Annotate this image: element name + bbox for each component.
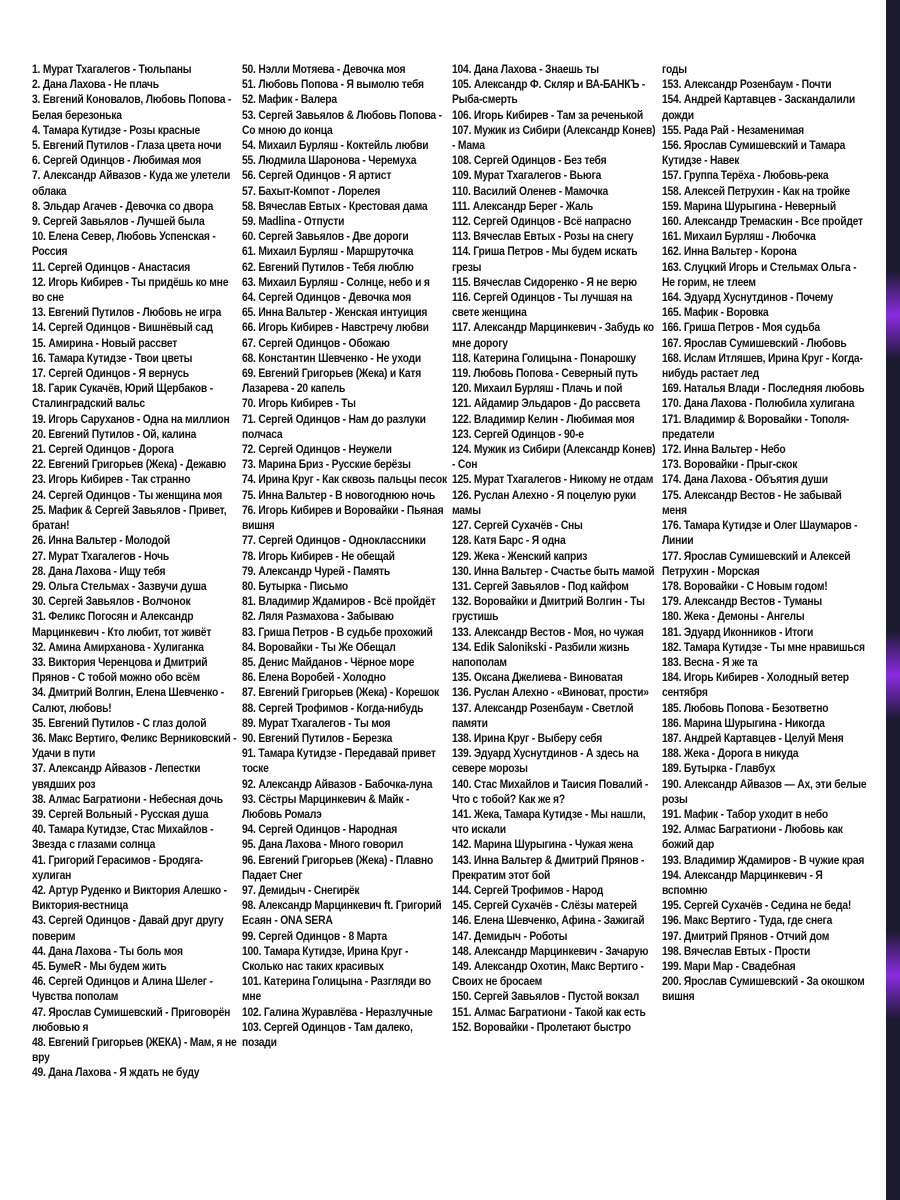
track-entry: 185. Любовь Попова - Безответно: [662, 700, 829, 715]
track-entry: 143. Инна Вальтер & Дмитрий Прянов - Прекратим этот бой: [452, 852, 645, 882]
track-entry: 164. Эдуард Хуснутдинов - Почему: [662, 290, 834, 305]
track-entry: 105. Александр Ф. Скляр и ВА-БАНКЪ - Рыба-смерть: [452, 77, 646, 107]
track-entry: 55. Людмила Шаронова - Черемуха: [242, 153, 417, 168]
track-entry: 1. Мурат Тхагалегов - Тюльпаны: [32, 62, 192, 76]
track-entry: 194. Александр Марцинкевич - Я вспомню: [662, 867, 823, 897]
track-entry: 135. Оксана Джелиева - Виноватая: [452, 670, 623, 685]
track-entry: 144. Сергей Трофимов - Народ: [452, 882, 604, 897]
track-entry: 63. Михаил Бурляш - Солнце, небо и я: [242, 274, 430, 289]
track-entry: 116. Сергей Одинцов - Ты лучшая на свете женщина: [452, 290, 633, 320]
track-entry: 50. Нэлли Мотяева - Девочка моя: [242, 62, 406, 76]
track-entry: 10. Елена Север, Любовь Успенская - Россия: [32, 229, 216, 259]
track-entry: 43. Сергей Одинцов - Давай друг другу поверим: [32, 913, 224, 943]
track-entry: 190. Александр Айвазов — Ах, эти белые розы: [662, 776, 867, 806]
track-entry: 139. Эдуард Хуснутдинов - А здесь на севере морозы: [452, 746, 639, 776]
track-entry: 100. Тамара Кутидзе, Ирина Круг - Сколько нас таких красивых: [242, 943, 409, 973]
track-entry: 170. Дана Лахова - Полюбила хулигана: [662, 396, 855, 411]
track-entry: 134. Edik Salonikski - Разбили жизнь напополам: [452, 639, 630, 669]
track-entry: 28. Дана Лахова - Ищу тебя: [32, 563, 166, 578]
track-entry: 65. Инна Вальтер - Женская интуиция: [242, 305, 428, 320]
track-entry: 56. Сергей Одинцов - Я артист: [242, 168, 392, 183]
track-entry: 5. Евгений Путилов - Глаза цвета ночи: [32, 138, 222, 153]
track-entry: 154. Андрей Картавцев - Заскандалили дожди: [662, 92, 855, 122]
track-entry: 180. Жека - Демоны - Ангелы: [662, 609, 805, 624]
track-entry: 159. Марина Шурыгина - Неверный: [662, 198, 836, 213]
track-entry: 96. Евгений Григорьев (Жека) - Плавно Падает Снег: [242, 852, 434, 882]
track-entry: 14. Сергей Одинцов - Вишнёвый сад: [32, 320, 213, 335]
track-entry: 57. Бахыт-Компот - Лорелея: [242, 183, 381, 198]
track-entry: 31. Феликс Погосян и Александр Марцинкевич - Кто любит, тот живёт: [32, 609, 212, 639]
edge-glow-decoration: [886, 930, 900, 1020]
track-entry: 66. Игорь Кибирев - Навстречу любви: [242, 320, 429, 335]
track-entry: 103. Сергей Одинцов - Там далеко, позади: [242, 1019, 413, 1049]
track-entry: 45. БумеR - Мы будем жить: [32, 958, 167, 973]
track-entry: 24. Сергей Одинцов - Ты женщина моя: [32, 487, 223, 502]
track-entry: 155. Рада Рай - Незаменимая: [662, 122, 804, 137]
track-entry: 38. Алмас Багратиони - Небесная дочь: [32, 791, 223, 806]
track-entry: 169. Наталья Влади - Последняя любовь: [662, 381, 865, 396]
track-entry: 27. Мурат Тхагалегов - Ночь: [32, 548, 169, 563]
track-entry: 109. Мурат Тхагалегов - Вьюга: [452, 168, 602, 183]
track-entry: 160. Александр Тремаскин - Все пройдет: [662, 214, 863, 229]
track-entry: 72. Сергей Одинцов - Неужели: [242, 442, 392, 457]
track-entry: 52. Мафик - Валера: [242, 92, 337, 107]
track-entry: 175. Александр Вестов - Не забывай меня: [662, 487, 842, 517]
track-entry: 127. Сергей Сухачёв - Сны: [452, 518, 583, 533]
track-entry: 42. Артур Руденко и Виктория Алешко - Виктория-вестница: [32, 882, 227, 913]
track-entry: 36. Макс Вертиго, Феликс Верниковский - Удачи в пути: [32, 730, 237, 761]
track-entry: 86. Елена Воробей - Холодно: [242, 670, 386, 685]
track-entry: 122. Владимир Келин - Любимая моя: [452, 411, 635, 426]
track-entry: 171. Владимир & Воровайки - Тополя-предатели: [662, 411, 850, 441]
track-entry: 58. Вячеслав Евтых - Крестовая дама: [242, 198, 428, 213]
track-entry: 189. Бутырка - Главбух: [662, 761, 776, 776]
track-entry: 117. Александр Марцинкевич - Забудь ко мне дорогу: [452, 320, 654, 350]
track-entry: 81. Владимир Ждамиров - Всё пройдёт: [242, 594, 436, 609]
track-entry: 91. Тамара Кутидзе - Передавай привет тоске: [242, 746, 436, 776]
track-entry: 87. Евгений Григорьев (Жека) - Корешок: [242, 685, 440, 700]
track-entry: 114. Гриша Петров - Мы будем искать грезы: [452, 244, 638, 274]
track-entry: 136. Руслан Алехно - «Виноват, прости»: [452, 685, 649, 700]
track-entry: 60. Сергей Завьялов - Две дороги: [242, 229, 409, 244]
track-entry: 119. Любовь Попова - Северный путь: [452, 366, 638, 381]
track-entry: 29. Ольга Стельмах - Зазвучи душа: [32, 578, 207, 593]
track-entry: 78. Игорь Кибирев - Не обещай: [242, 548, 395, 563]
track-entry: 113. Вячеслав Евтых - Розы на снегу: [452, 229, 634, 244]
track-entry: 44. Дана Лахова - Ты боль моя: [32, 943, 183, 958]
track-entry: 61. Михаил Бурляш - Маршруточка: [242, 244, 414, 259]
dark-edge-strip: [886, 0, 900, 1200]
track-entry: 106. Игорь Кибирев - Там за реченькой: [452, 107, 643, 122]
track-entry: 184. Игорь Кибирев - Холодный ветер сентября: [662, 670, 849, 700]
track-entry: 32. Амина Амирханова - Хулиганка: [32, 639, 204, 654]
track-entry: 149. Александр Охотин, Макс Вертиго - Своих не бросаем: [452, 958, 644, 989]
track-entry: 4. Тамара Кутидзе - Розы красные: [32, 122, 201, 137]
track-entry: 93. Сёстры Марцинкевич & Майк - Любовь Ромалэ: [242, 791, 410, 821]
tracklist-column-4: [662, 62, 872, 1172]
track-entry: 33. Виктория Черенцова и Дмитрий Прянов - С тобой можно обо всём: [32, 654, 208, 685]
track-entry: 53. Сергей Завьялов & Любовь Попова - Со мною до конца: [242, 107, 442, 137]
track-entry: 121. Айдамир Эльдаров - До рассвета: [452, 396, 640, 411]
track-entry: 85. Денис Майданов - Чёрное море: [242, 654, 415, 669]
track-entry: 132. Воровайки и Дмитрий Волгин - Ты грустишь: [452, 594, 645, 624]
track-entry: 101. Катерина Голицына - Разгляди во мне: [242, 974, 431, 1004]
track-entry: 20. Евгений Путилов - Ой, калина: [32, 426, 197, 441]
track-entry: 110. Василий Оленев - Мамочка: [452, 183, 608, 198]
track-entry: 82. Ляля Размахова - Забываю: [242, 609, 394, 624]
track-entry: 15. Амирина - Новый рассвет: [32, 335, 178, 350]
track-entry: 94. Сергей Одинцов - Народная: [242, 822, 398, 837]
track-entry: 73. Марина Бриз - Русские берёзы: [242, 457, 411, 472]
track-entry: 74. Ирина Круг - Как сквозь пальцы песок: [242, 472, 447, 487]
track-entry: 152. Воровайки - Пролетают быстро: [452, 1019, 631, 1034]
track-entry: 157. Группа Терёха - Любовь-река: [662, 168, 829, 183]
track-entry: 168. Ислам Итляшев, Ирина Круг - Когда-нибудь растает лед: [662, 350, 863, 381]
track-entry: 150. Сергей Завьялов - Пустой вокзал: [452, 989, 640, 1004]
track-entry: 71. Сергей Одинцов - Нам до разлуки полчаса: [242, 411, 426, 441]
track-entry: 140. Стас Михайлов и Таисия Повалий - Что с тобой? Как же я?: [452, 776, 649, 806]
track-entry: 188. Жека - Дорога в никуда: [662, 746, 799, 761]
track-entry: 23. Игорь Кибирев - Так странно: [32, 472, 191, 487]
track-entry: 19. Игорь Саруханов - Одна на миллион: [32, 411, 230, 426]
track-entry: 191. Мафик - Табор уходит в небо: [662, 806, 828, 821]
edge-glow-decoration: [886, 270, 900, 360]
track-entry: 88. Сергей Трофимов - Когда-нибудь: [242, 700, 424, 715]
track-entry: 130. Инна Вальтер - Счастье быть мамой: [452, 563, 655, 578]
track-entry: 183. Весна - Я же та: [662, 654, 758, 669]
track-entry: 181. Эдуард Иконников - Итоги: [662, 624, 814, 639]
track-entry: 90. Евгений Путилов - Березка: [242, 730, 393, 745]
track-entry: 124. Мужик из Сибири (Александр Конев) - Сон: [452, 442, 656, 472]
track-entry: 151. Алмас Багратиони - Такой как есть: [452, 1004, 646, 1019]
track-entry: 108. Сергей Одинцов - Без тебя: [452, 153, 607, 168]
track-entry: 8. Эльдар Агачев - Девочка со двора: [32, 198, 214, 213]
track-entry: 138. Ирина Круг - Выберу себя: [452, 730, 603, 745]
track-entry: 76. Игорь Кибирев и Воровайки - Пьяная вишня: [242, 502, 444, 533]
track-entry: 137. Александр Розенбаум - Светлой памяти: [452, 700, 634, 730]
track-entry: 178. Воровайки - С Новым годом!: [662, 578, 828, 593]
track-entry: 112. Сергей Одинцов - Всё напрасно: [452, 214, 632, 229]
track-entry: 2. Дана Лахова - Не плачь: [32, 77, 159, 92]
track-entry: 84. Воровайки - Ты Же Обещал: [242, 639, 396, 654]
tracklist-columns: [32, 62, 872, 1172]
track-entry: 68. Константин Шевченко - Не уходи: [242, 350, 422, 365]
edge-glow-decoration: [886, 630, 900, 720]
track-entry: 99. Сергей Одинцов - 8 Марта: [242, 928, 388, 943]
track-entry: 196. Макс Вертиго - Туда, где снега: [662, 913, 833, 928]
track-entry: 39. Сергей Вольный - Русская душа: [32, 806, 209, 821]
track-entry: 98. Александр Марцинкевич ft. Григорий Есаян - ONA SERA: [242, 898, 442, 928]
track-entry: 16. Тамара Кутидзе - Твои цветы: [32, 350, 193, 365]
track-entry: 199. Мари Мар - Свадебная: [662, 958, 796, 973]
track-entry: 41. Григорий Герасимов - Бродяга-хулиган: [32, 852, 204, 882]
track-entry: 40. Тамара Кутидзе, Стас Михайлов - Звезда с глазами солнца: [32, 822, 214, 852]
track-entry: 18. Гарик Сукачёв, Юрий Щербаков - Сталинградский вальс: [32, 381, 213, 411]
track-entry: 111. Александр Берег - Жаль: [452, 198, 593, 213]
track-entry: 172. Инна Вальтер - Небо: [662, 442, 786, 457]
track-entry: 83. Гриша Петров - В судьбе прохожий: [242, 624, 433, 639]
track-entry: 22. Евгений Григорьев (Жека) - Дежавю: [32, 457, 226, 472]
track-entry: 161. Михаил Бурляш - Любочка: [662, 229, 816, 244]
track-entry: 177. Ярослав Сумишевский и Алексей Петрухин - Морская: [662, 548, 851, 578]
track-entry: 167. Ярослав Сумишевский - Любовь: [662, 335, 847, 350]
track-entry: 6. Сергей Одинцов - Любимая моя: [32, 153, 202, 168]
track-entry: 92. Александр Айвазов - Бабочка-луна: [242, 776, 433, 791]
track-entry: 129. Жека - Женский каприз: [452, 548, 588, 563]
track-entry: 123. Сергей Одинцов - 90-е: [452, 426, 584, 441]
track-entry: 21. Сергей Одинцов - Дорога: [32, 442, 174, 457]
track-entry: годы: [662, 62, 687, 76]
track-entry: 95. Дана Лахова - Много говорил: [242, 837, 404, 852]
track-entry: 80. Бутырка - Письмо: [242, 578, 348, 593]
track-entry: 166. Гриша Петров - Моя судьба: [662, 320, 820, 335]
track-entry: 9. Сергей Завьялов - Лучшей была: [32, 214, 205, 229]
track-entry: 46. Сергей Одинцов и Алина Шелег - Чувства пополам: [32, 974, 213, 1004]
track-entry: 34. Дмитрий Волгин, Елена Шевченко - Салют, любовь!: [32, 685, 224, 715]
track-entry: 163. Слуцкий Игорь и Стельмах Ольга - Не горим, не тлеем: [662, 259, 857, 289]
tracklist-column-1: [32, 62, 242, 1172]
track-entry: 174. Дана Лахова - Объятия души: [662, 472, 828, 487]
track-entry: 165. Мафик - Воровка: [662, 305, 769, 320]
track-entry: 26. Инна Вальтер - Молодой: [32, 533, 171, 548]
track-entry: 107. Мужик из Сибири (Александр Конев) - Мама: [452, 122, 656, 153]
track-entry: 142. Марина Шурыгина - Чужая жена: [452, 837, 633, 852]
track-entry: 25. Мафик & Сергей Завьялов - Привет, братан!: [32, 502, 227, 533]
track-entry: 133. Александр Вестов - Моя, но чужая: [452, 624, 644, 639]
track-entry: 47. Ярослав Сумишевский - Приговорён любовью я: [32, 1004, 231, 1034]
tracklist-column-2: [242, 62, 452, 1172]
track-entry: 128. Катя Барс - Я одна: [452, 533, 566, 548]
track-entry: 147. Демидыч - Роботы: [452, 928, 568, 943]
track-entry: 162. Инна Вальтер - Корона: [662, 244, 797, 259]
track-entry: 158. Алексей Петрухин - Как на тройке: [662, 183, 850, 198]
track-entry: 193. Владимир Ждамиров - В чужие края: [662, 852, 865, 867]
track-entry: 145. Сергей Сухачёв - Слёзы матерей: [452, 898, 637, 913]
track-entry: 182. Тамара Кутидзе - Ты мне нравишься: [662, 639, 865, 654]
track-entry: 192. Алмас Багратиони - Любовь как божий дар: [662, 822, 843, 852]
track-entry: 153. Александр Розенбаум - Почти: [662, 77, 832, 92]
track-entry: 7. Александр Айвазов - Куда же улетели облака: [32, 168, 231, 198]
track-entry: 156. Ярослав Сумишевский и Тамара Кутидзе - Навек: [662, 138, 846, 168]
track-entry: 17. Сергей Одинцов - Я вернусь: [32, 366, 189, 381]
track-entry: 97. Демидыч - Снегирёк: [242, 882, 360, 897]
track-entry: 13. Евгений Путилов - Любовь не игра: [32, 305, 222, 320]
track-entry: 198. Вячеслав Евтых - Прости: [662, 943, 811, 958]
track-entry: 104. Дана Лахова - Знаешь ты: [452, 62, 599, 76]
track-entry: 115. Вячеслав Сидоренко - Я не верю: [452, 274, 637, 289]
track-entry: 3. Евгений Коновалов, Любовь Попова - Белая березонька: [32, 92, 232, 122]
track-entry: 12. Игорь Кибирев - Ты придёшь ко мне во сне: [32, 274, 229, 305]
track-entry: 67. Сергей Одинцов - Обожаю: [242, 335, 390, 350]
track-entry: 89. Мурат Тхагалегов - Ты моя: [242, 715, 391, 730]
track-entry: 118. Катерина Голицына - Понарошку: [452, 350, 636, 365]
track-entry: 126. Руслан Алехно - Я поцелую руки мамы: [452, 487, 637, 517]
track-entry: 70. Игорь Кибирев - Ты: [242, 396, 356, 411]
track-entry: 35. Евгений Путилов - С глаз долой: [32, 715, 207, 730]
track-entry: 62. Евгений Путилов - Тебя люблю: [242, 259, 414, 274]
track-entry: 141. Жека, Тамара Кутидзе - Мы нашли, что искали: [452, 806, 646, 837]
track-entry: 173. Воровайки - Прыг-скок: [662, 457, 798, 472]
track-entry: 186. Марина Шурыгина - Никогда: [662, 715, 825, 730]
track-entry: 30. Сергей Завьялов - Волчонок: [32, 594, 191, 609]
track-entry: 51. Любовь Попова - Я вымолю тебя: [242, 77, 424, 92]
track-entry: 146. Елена Шевченко, Афина - Зажигай: [452, 913, 645, 928]
track-entry: 131. Сергей Завьялов - Под кайфом: [452, 578, 629, 593]
track-entry: 148. Александр Марцинкевич - Зачарую: [452, 943, 649, 958]
track-entry: 200. Ярослав Сумишевский - За окошком вишня: [662, 974, 865, 1004]
track-entry: 79. Александр Чурей - Память: [242, 563, 391, 578]
track-entry: 125. Мурат Тхагалегов - Никому не отдам: [452, 472, 654, 487]
track-entry: 69. Евгений Григорьев (Жека) и Катя Лазарева - 20 капель: [242, 366, 422, 396]
track-entry: 64. Сергей Одинцов - Девочка моя: [242, 290, 412, 305]
track-entry: 11. Сергей Одинцов - Анастасия: [32, 259, 191, 274]
track-entry: 59. Madlina - Отпусти: [242, 214, 345, 229]
tracklist-column-3: [452, 62, 662, 1172]
track-entry: 195. Сергей Сухачёв - Седина не беда!: [662, 898, 852, 913]
track-entry: 102. Галина Журавлёва - Неразлучные: [242, 1004, 433, 1019]
track-entry: 75. Инна Вальтер - В новогоднюю ночь: [242, 487, 436, 502]
track-entry: 54. Михаил Бурляш - Коктейль любви: [242, 138, 429, 153]
track-entry: 37. Александр Айвазов - Лепестки увядших роз: [32, 761, 201, 791]
track-entry: 197. Дмитрий Прянов - Отчий дом: [662, 928, 830, 943]
track-entry: 48. Евгений Григорьев (ЖЕКА) - Мам, я не вру: [32, 1035, 237, 1065]
track-entry: 187. Андрей Картавцев - Целуй Меня: [662, 730, 844, 745]
track-entry: 176. Тамара Кутидзе и Олег Шаумаров - Линии: [662, 518, 858, 548]
track-entry: 77. Сергей Одинцов - Одноклассники: [242, 533, 426, 548]
track-entry: 49. Дана Лахова - Я ждать не буду: [32, 1065, 200, 1080]
track-entry: 120. Михаил Бурляш - Плачь и пой: [452, 381, 623, 396]
track-entry: 179. Александр Вестов - Туманы: [662, 594, 823, 609]
